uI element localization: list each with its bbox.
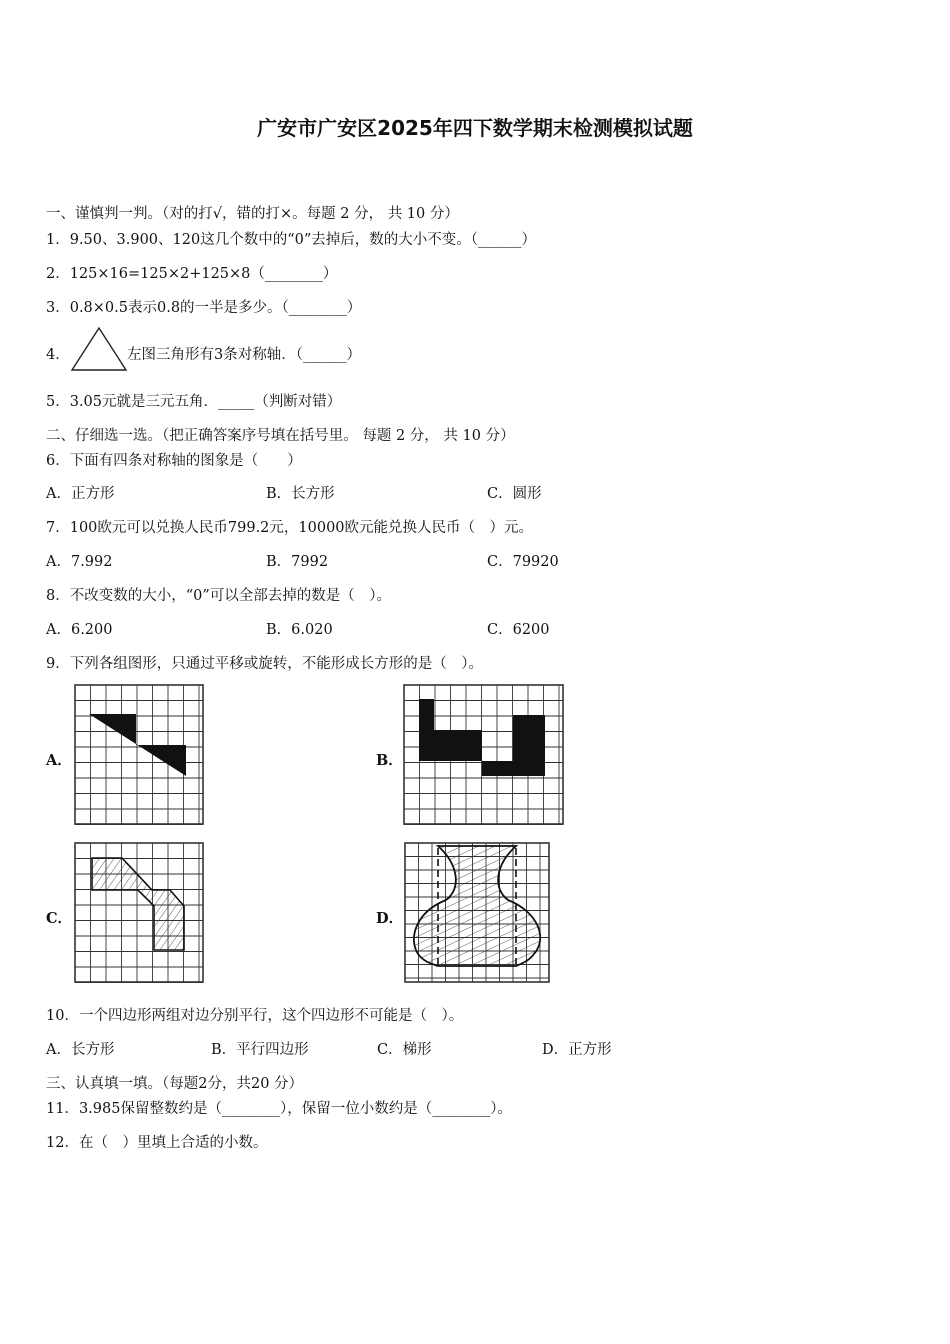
question-12: 12．在（ ）里填上合适的小数。: [46, 1135, 268, 1151]
q9-label-a: A．: [46, 752, 72, 769]
q9-figure-d: [404, 842, 550, 983]
q6-option-a: A．正方形: [46, 486, 115, 502]
triangle-figure: [70, 326, 128, 372]
q9-figure-b: [403, 684, 564, 825]
question-7: 7．100欧元可以兑换人民币799.2元，10000欧元能兑换人民币（ ）元。: [46, 520, 534, 536]
q7-option-b: B．7992: [266, 554, 329, 570]
q6-option-b: B．长方形: [266, 486, 335, 502]
question-10: 10．一个四边形两组对边分别平行，这个四边形不可能是（ ）。: [46, 1008, 464, 1024]
question-5: 5．3.05元就是三元五角．_____（判断对错）: [46, 394, 342, 410]
q10-option-a: A．长方形: [46, 1042, 115, 1058]
question-11: 11．3.985保留整数约是（________），保留一位小数约是（________）。: [46, 1101, 512, 1117]
q8-option-a: A．6.200: [46, 622, 113, 638]
section2-header: 二、仔细选一选。（把正确答案序号填在括号里。 每题 2 分， 共 10 分）: [46, 428, 515, 444]
q9-label-b: B．: [376, 752, 403, 769]
q7-option-c: C．79920: [487, 554, 559, 570]
q9-figure-c: [74, 842, 204, 983]
q10-option-d: D．正方形: [542, 1042, 612, 1058]
question-6: 6．下面有四条对称轴的图象是（ ）: [46, 453, 302, 469]
q9-figure-a: [74, 684, 204, 825]
q8-option-b: B．6.020: [266, 622, 333, 638]
section3-header: 三、认真填一填。（每题2分，共20 分）: [46, 1076, 304, 1092]
q9-label-c: C．: [46, 910, 73, 927]
question-1: 1．9.50、3.900、120这几个数中的“0”去掉后，数的大小不变。（______）: [46, 232, 536, 248]
page-title: 广安市广安区2025年四下数学期末检测模拟试题: [257, 116, 693, 140]
q10-option-b: B．平行四边形: [211, 1042, 309, 1058]
q8-option-c: C．6200: [487, 622, 550, 638]
question-4-text: 左图三角形有3条对称轴．（______）: [127, 347, 361, 363]
q9-label-d: D．: [376, 910, 404, 927]
question-9: 9．下列各组图形，只通过平移或旋转，不能形成长方形的是（ ）。: [46, 656, 483, 672]
question-4-number: 4．: [46, 347, 70, 363]
question-2: 2．125×16=125×2+125×8（________）: [46, 266, 338, 282]
section1-header: 一、谨慎判一判。（对的打√，错的打×。每题 2 分， 共 10 分）: [46, 206, 459, 222]
q10-option-c: C．梯形: [377, 1042, 432, 1058]
question-3: 3．0.8×0.5表示0.8的一半是多少。（________）: [46, 300, 362, 316]
question-8: 8．不改变数的大小，“0”可以全部去掉的数是（ ）。: [46, 588, 392, 604]
q7-option-a: A．7.992: [46, 554, 113, 570]
q6-option-c: C．圆形: [487, 486, 542, 502]
